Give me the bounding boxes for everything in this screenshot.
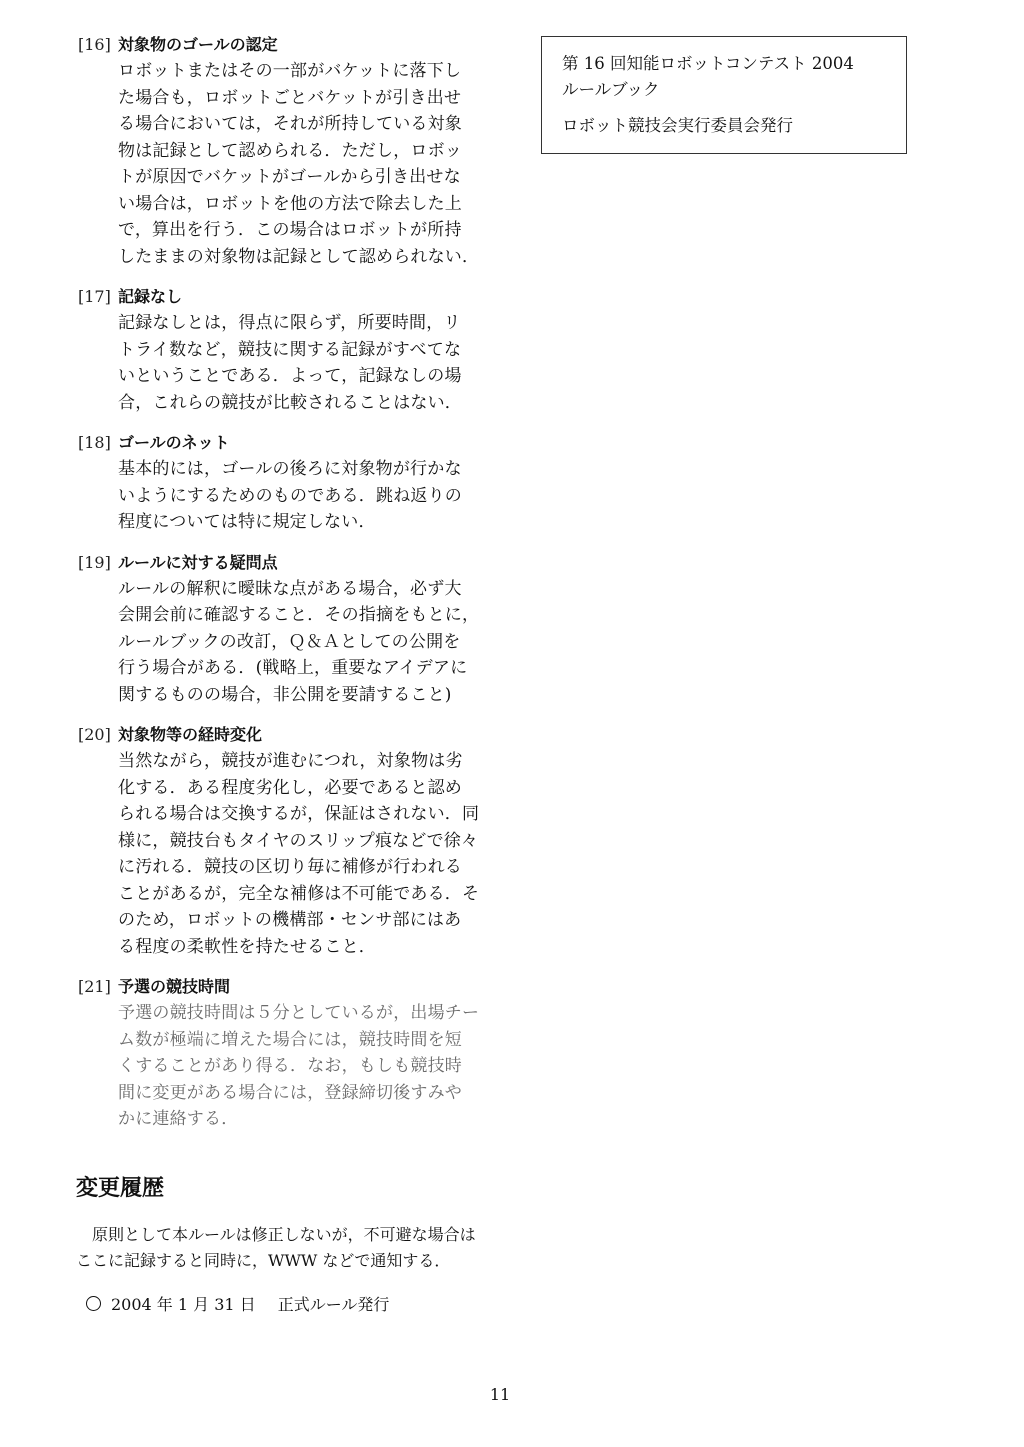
rule-text-line: る程度の柔軟性を持たせること．: [118, 936, 376, 957]
rule-text-line: 会開会前に確認すること．その指摘をもとに，: [118, 605, 480, 625]
rule-title: 対象物のゴールの認定: [118, 35, 278, 54]
rule-text-line: のため，ロボットの機構部・センサ部にはあ: [118, 910, 462, 930]
rule-body: [118, 576, 488, 709]
rule-text-line: いということである．よって，記録なしの場: [118, 366, 462, 386]
publisher-label: ロボット競技会実行委員会発行: [562, 116, 793, 135]
rule-body: [118, 58, 488, 270]
rule-title: 対象物等の経時変化: [118, 725, 263, 744]
rule-text-line: ことがあるが，完全な補修は不可能である．そ: [118, 883, 480, 904]
rule-text-line: 化する．ある程度劣化し，必要であると認め: [118, 777, 462, 798]
rule-text-line: 間に変更がある場合には，登録締切後すみや: [118, 1082, 462, 1103]
rule-text-line: くすることがあり得る．なお，もしも競技時: [118, 1056, 462, 1076]
rule-item: [78, 284, 488, 416]
rule-text-line: に汚れる．競技の区切り毎に補修が行われる: [118, 857, 462, 877]
rule-item: [78, 550, 488, 709]
rule-text-line: いようにするためのものである．跳ね返りの: [118, 485, 462, 506]
rule-heading: [78, 430, 488, 456]
rule-heading: [78, 32, 488, 58]
paragraph-line: ここに記録すると同時に，WWW などで通知する．: [76, 1251, 451, 1270]
rule-text-line: い場合は，ロボットを他の方法で除去した上: [118, 193, 462, 214]
rule-text-line: 予選の競技時間は５分としているが，出場チー: [118, 1003, 480, 1023]
rule-item: [78, 430, 488, 536]
circle-bullet-icon: [86, 1296, 101, 1311]
rule-text-line: 物は記録として認められる．ただし，ロボッ: [118, 140, 462, 161]
rule-heading: [78, 284, 488, 310]
rule-text-line: る場合においては，それが所持している対象: [118, 114, 462, 134]
rule-title: ルールに対する疑問点: [118, 552, 278, 572]
rule-title: 記録なし: [118, 287, 183, 306]
rule-text-line: 程度については特に規定しない．: [118, 512, 376, 532]
paragraph-line: 原則として本ルールは修正しないが，不可避な場合は: [92, 1225, 476, 1244]
rule-heading: [78, 974, 488, 1000]
change-history-list: [76, 1290, 496, 1316]
rules-column: [78, 32, 488, 1147]
rule-body: [118, 748, 488, 960]
rule-number: [21]: [78, 977, 111, 996]
rule-text-line: ルールブックの改訂，Ｑ＆Ａとしての公開を: [118, 631, 461, 652]
rule-text-line: トライ数など，競技に関する記録がすべてな: [118, 339, 462, 360]
rule-number: [20]: [78, 725, 111, 744]
rule-heading: [78, 722, 488, 748]
rule-text-line: 関するものの場合，非公開を要請すること): [118, 684, 452, 705]
rule-number: [19]: [78, 552, 111, 572]
contest-title: 第 16 回知能ロボットコンテスト 2004: [562, 54, 854, 73]
rule-text-line: 当然ながら，競技が進むにつれ，対象物は劣: [118, 751, 463, 771]
rule-number: [17]: [78, 287, 111, 306]
rule-number: [16]: [78, 35, 111, 54]
rule-text-line: 様に，競技台もタイヤのスリップ痕などで徐々: [118, 830, 479, 851]
change-history-heading: 変更履歴: [76, 1176, 165, 1201]
rule-number: [18]: [78, 433, 111, 452]
rule-text-line: 記録なしとは，得点に限らず，所要時間，リ: [118, 313, 461, 333]
rule-text-line: ロボットまたはその一部がバケットに落下し: [118, 61, 462, 81]
rule-body: [118, 1000, 488, 1133]
rule-title: 予選の競技時間: [118, 977, 231, 996]
change-history-section: [76, 1174, 496, 1316]
history-entry-date: 2004 年 1 月 31 日: [111, 1294, 256, 1314]
page-number: 11: [489, 1385, 511, 1404]
rule-item: [78, 32, 488, 270]
publication-info-box: [541, 36, 907, 154]
rule-text-line: 合，これらの競技が比較されることはない．: [118, 392, 462, 413]
rule-text-line: ム数が極端に増えた場合には，競技時間を短: [118, 1029, 462, 1050]
rule-text-line: 基本的には，ゴールの後ろに対象物が行かな: [118, 459, 462, 479]
rule-heading: [78, 550, 488, 576]
rule-text-line: た場合も，ロボットごとバケットが引き出せ: [118, 87, 462, 108]
rule-text-line: られる場合は交換するが，保証はされない．同: [118, 804, 480, 824]
rule-item: [78, 974, 488, 1133]
rule-title: ゴールのネット: [118, 433, 230, 452]
rulebook-label: ルールブック: [562, 80, 660, 99]
change-history-paragraph: [76, 1222, 496, 1274]
rule-text-line: ルールの解釈に曖昧な点がある場合，必ず大: [118, 578, 462, 599]
rule-body: [118, 310, 488, 416]
rule-body: [118, 456, 488, 536]
rule-text-line: トが原因でバケットがゴールから引き出せな: [118, 167, 461, 187]
history-entry: [76, 1290, 496, 1316]
rule-text-line: かに連絡する．: [118, 1109, 239, 1129]
history-entry-text: 正式ルール発行: [277, 1294, 390, 1314]
rule-text-line: で，算出を行う．この場合はロボットが所持: [118, 220, 462, 240]
rule-text-line: したままの対象物は記録として認められない．: [118, 246, 480, 267]
rule-text-line: 行う場合がある．(戦略上，重要なアイデアに: [118, 658, 468, 678]
rule-item: [78, 722, 488, 960]
